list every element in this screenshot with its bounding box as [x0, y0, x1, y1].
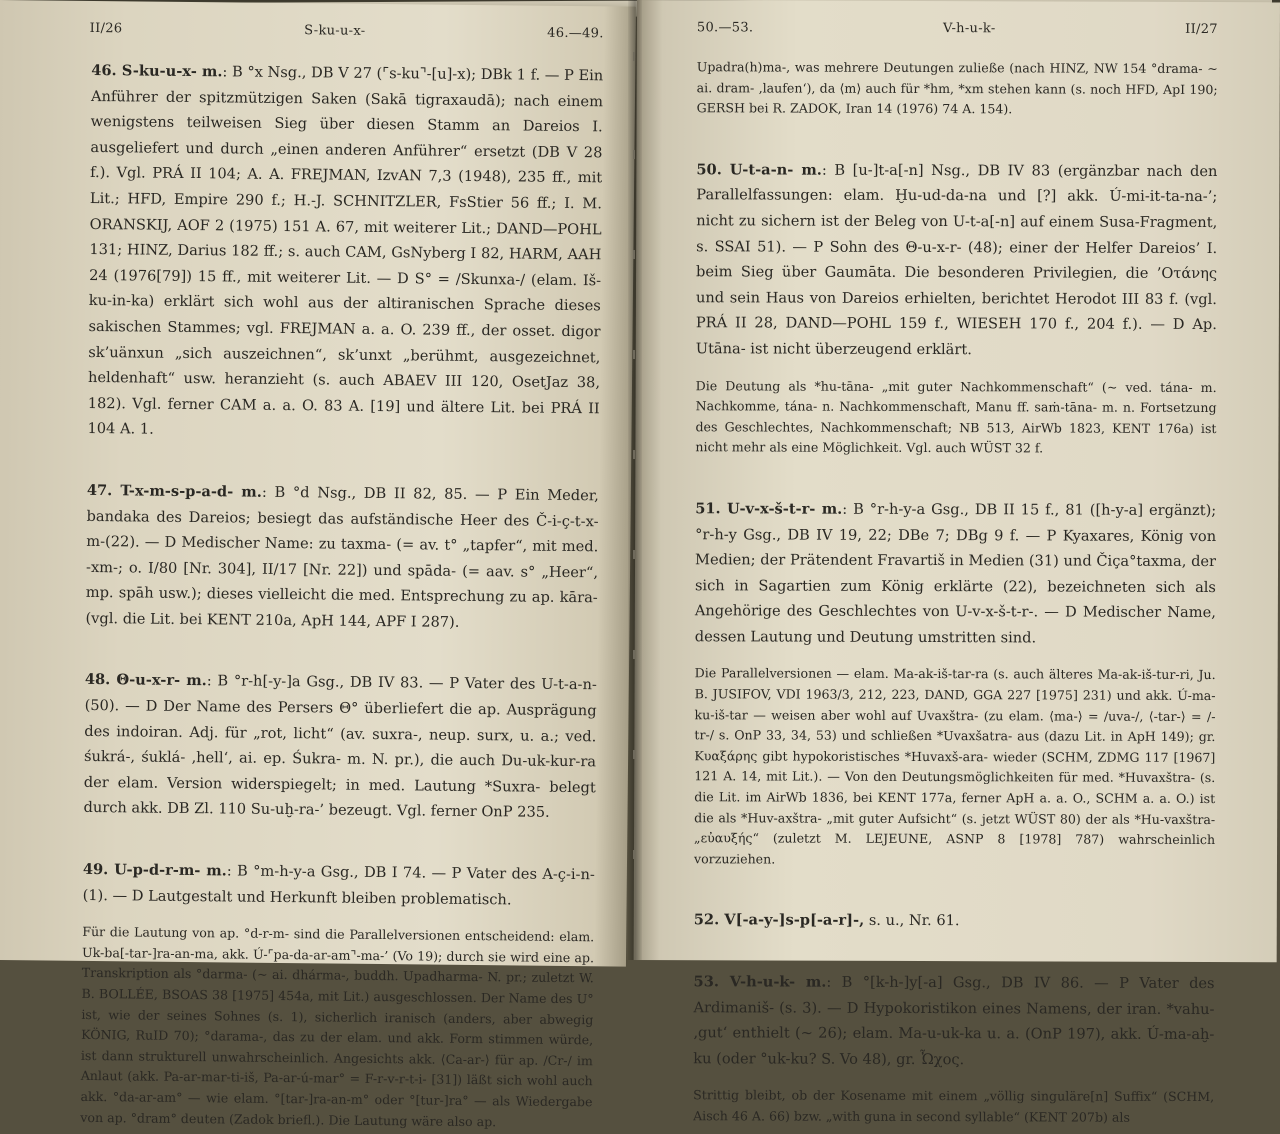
entry-text: : B °m-h-y-a Gsg., DB I 74. — P Vater des A-ç-i-n-(1). — D Lautgestalt und Herkunft bleiben problematisch.: [82, 862, 595, 909]
binding-stitch: [633, 150, 635, 159]
running-head-right: [697, 20, 1218, 37]
entry-49: [82, 857, 595, 914]
binding-stitch: [633, 850, 635, 859]
entry-text: : B °d Nsg., DB II 82, 85. — P Ein Meder, bandaka des Dareios; besiegt das aufständische Heer des Č-i-ç-t-x-m-(22). — D Medischer Name: zu taxma- (= av. t° „tapfer“, mit med. -xm-; o. I/80 [Nr. 304], II/17 [Nr. 22]) und spāda- (= aav. s° „Heer“, mp. spāh usw.); dieses vielleicht die med. Entsprechung zu ap. kāra- (vgl. die Lit. bei KENT 210a, ApH 144, APF I 287).: [85, 483, 599, 631]
entry-49-note: Für die Lautung von ap. °d-r-m- sind die Parallelversionen entscheidend: elam. Uk-ba[-tar-]ra-an-ma, akk. Ú-⌜pa-da-ar-am⌝-ma-’ (Vo 19); durch sie wird eine ap. Transkription als °darma- (~ ai. dhárma-, buddh. Upadharma- N. pr.; zuletzt W. B. BOLLÉE, BSOAS 38 [1975] 454a, mit Lit.) ausgeschlossen. Der Name des U° ist, wie der seines Sohnes (s. 1), sicherlich iranisch (anders, aber abwegig KÖNIG, RuID 70); °darama-, das zu der elam. und akk. Form stimmen würde, ist dann strukturell unwahrscheinlich. Angesichts akk. ⟨Ca-ar-⟩ für ap. /Cr-/ im Anlaut (akk. Pa-ar-mar-ti-iš, Pa-ar-ú-mar° = F-r-v-r-t-i- [31]) läßt sich wohl auch akk. °da-ar-am° — wie elam. °[tar-]ra-an-m° oder °[tur-]ra° — als Wiedergabe von ap. °dram° deuten (Zadok briefl.). Die Lautung wäre also ap.: [80, 924, 595, 1129]
binding-stitch: [633, 52, 635, 61]
entry-head: 49. U-p-d-r-m- m.: [82, 860, 227, 880]
running-title: V-h-u-k-: [942, 21, 996, 37]
entry-51-note: Die Parallelversionen — elam. Ma-ak-iš-tar-ra (s. auch älteres Ma-ak-iš-tur-ri, Ju. B. JUSIFOV, VDI 1963/3, 212, 223, DAND, GGA 227 [1975] 231) und akk. Ú-ma-ku-iš-tar — weisen aber wohl auf Uvaxštra- (zu elam. ⟨ma-⟩ = /uva-/, ⟨-tar-⟩ = /-tr-/ s. OnP 33, 34, 53) und schließen *Uvaxšatra- aus (dazu Lit. in ApH 149); gr. Κυαξάρης gibt hypokoristisches *Huvaxš-ara- wieder (SCHM, ZDMG 117 [1967] 121 A. 14, mit Lit.). — Von den Deutungsmöglichkeiten für med. *Huvaxštra- (s. die Lit. im AirWb 1836, bei KENT 177a, ferner ApH a. a. O., SCHM a. a. O.) ist die als *Huv-axštra- „mit guter Aufsicht“ (s. jetzt WÜST 80) der als *Hu-vaxštra- „εὐαυξής“ (zuletzt M. LEJEUNE, ASNP 8 [1978] 787) wahrscheinlich vorzuziehen.: [693, 665, 1216, 867]
entry-head: 47. T-x-m-s-p-a-d- m.: [86, 481, 262, 501]
entry-head: 53. V-h-u-k- m.: [693, 973, 827, 991]
running-title: S-ku-u-x-: [304, 23, 366, 39]
left-page: [0, 0, 636, 1129]
entry-text: : B °r-h[-y-]a Gsg., DB IV 83. — P Vater des U-t-a-n-(50). — D Der Name des Persers Θ° überliefert die ap. Ausprägung des indoiran. Adj. für „rot, licht“ (av. suxra-, neup. surx, u. a.; ved. śukrá-, śuklá- ‚hell‘, ai. ep. Śukra- m. N. pr.), die auch Du-uk-kur-ra der elam. Version widerspiegelt; in med. Lautung *Suxra- belegt durch akk. DB Zl. 110 Su-uḫ-ra-’ bezeugt. Vgl. ferner OnP 235.: [83, 672, 597, 822]
entry-head: 50. U-t-a-n- m.: [696, 160, 822, 179]
binding-stitch: [633, 550, 635, 559]
entry-range: 46.—49.: [547, 25, 604, 42]
binding-stitch: [633, 750, 635, 759]
entry-text: : B °r-h-y-a Gsg., DB II 15 f., 81 ([h-y-a] ergänzt); °r-h-y Gsg., DB IV 19, 22; DBe 7; DBg 9 f. — P Kyaxares, König von Medien; der Prätendent Fravartiš in Medien (31) und Čiça°taxma, der sich in Sagartien zum König erklärte (22), bezeichneten sich als Angehörige des Geschlechtes von U-v-x-š-t-r-. — D Medischer Name, dessen Lautung und Deutung umstritten sind.: [694, 500, 1217, 647]
entry-51: [695, 496, 1217, 651]
right-page: [634, 0, 1280, 1125]
entry-text: : B °x Nsg., DB V 27 (⌜s-ku⌝-[u]-x); DBk 1 f. — P Ein Anführer der spitzmützigen Saken (Sakā tigraxaudā); nach einem wenigstens teilweisen Sieg über diesen Stamm an Dareios I. ausgeliefert und durch „einen anderen Anführer“ ersetzt (DB V 28 f.). Vgl. PRÁ II 104; A. A. FREJMAN, IzvAN 7,3 (1948), 235 ff., mit Lit.; HFD, Empire 290 f.; H.-J. SCHNITZLER, FsStier 56 ff.; I. M. ORANSKIJ, AOF 2 (1975) 151 A. 67, mit weiterer Lit.; DAND—POHL 131; HINZ, Darius 182 ff.; s. auch CAM, GsNyberg I 82, HARM, AAH 24 (1976[79]) 15 ff., mit weiterer Lit. — D S° = /Skunxa-/ (elam. Iš-ku-in-ka) erklärt sich wohl aus der altiranischen Sprache dieses sakischen Stammes; vgl. FREJMAN a. a. O. 239 ff., der osset. digor sk’uänxun „sich auszeichnen“, sk’unxt „berühmt, ausgezeichnet, heldenhaft“ usw. heranzieht (s. auch ABAEV III 120, OsetJaz 38, 182). Vgl. ferner CAM a. a. O. 83 A. [19] und ältere Lit. bei PRÁ II 104 A. 1.: [87, 63, 604, 438]
continued-note: Upadra(h)ma-, was mehrere Deutungen zuließe (nach HINZ, NW 154 °drama- ~ ai. dram- ‚laufen‘), da ⟨m⟩ auch für *hm, *xm stehen kann (s. noch HFD, ApI 190; GERSH bei R. ZADOK, Iran 14 (1976) 74 A. 154).: [696, 59, 1218, 117]
page-number: II/26: [89, 20, 123, 37]
entry-range: 50.—53.: [696, 20, 754, 36]
entry-50-note: Die Deutung als *hu-tāna- „mit guter Nachkommenschaft“ (~ ved. tána- m. Nachkomme, tána- n. Nachkommenschaft, Manu ff. saṁ-tāna- m. n. Fortsetzung des Geschlechtes, Nachkommenschaft; NB 513, AirWb 1823, KENT 176a) ist nicht mehr als eine Möglichkeit. Vgl. auch WÜST 32 f.: [695, 377, 1217, 456]
entry-53: [693, 969, 1214, 1073]
entry-head: 48. Θ-u-x-r- m.: [84, 671, 207, 690]
book-gutter: [628, 0, 642, 960]
entry-head: 52. V[-a-y-]s-p[-a-r]-,: [693, 911, 865, 930]
binding-stitch: [633, 250, 635, 259]
binding-stitch: [633, 350, 635, 359]
page-number: II/27: [1185, 21, 1218, 38]
entry-text: : B °[k-h-]y[-a] Gsg., DB IV 86. — P Vater des Ardimaniš- (s. 3). — D Hypokoristikon eines Namens, der iran. *vahu- ‚gut‘ enthielt (~ 26); elam. Ma-u-uk-ka u. a. (OnP 197), akk. Ú-ma-aḫ-ku (oder °uk-ku? S. Vo 48), gr. Ὦχος.: [693, 973, 1215, 1068]
entry-47: [85, 478, 599, 637]
entry-head: 46. S-ku-u-x- m.: [91, 61, 223, 81]
entry-head: 51. U-v-x-š-t-r- m.: [695, 500, 843, 518]
running-head-left: [90, 21, 604, 41]
entry-50: [696, 157, 1218, 364]
entry-46: [87, 58, 603, 447]
entry-48: [83, 667, 597, 826]
entry-text: : B [u-]t-a[-n] Nsg., DB IV 83 (ergänzbar nach den Parallelfassungen: elam. Ḫu-ud-da-na und [?] akk. Ú-mi-it-ta-na-’; nicht zu sichern ist der Beleg von U-t-a[-n] auf einem Susa-Fragment, s. SSAI 51). — P Sohn des Θ-u-x-r- (48); einer der Helfer Dareios’ I. beim Sieg über Gaumāta. Die besonderen Privilegien, die ’Οτάνης und sein Haus von Dareios erhielten, berichtet Herodot III 83 f. (vgl. PRÁ II 28, DAND—POHL 159 f., WIESEH 170 f., 204 f.). — D Ap. Utāna- ist nicht überzeugend erklärt.: [695, 161, 1218, 359]
entry-52: [694, 908, 1215, 935]
entry-text: s. u., Nr. 61.: [864, 912, 960, 930]
binding-stitch: [633, 450, 635, 459]
binding-stitch: [633, 650, 635, 659]
entry-53-note: Strittig bleibt, ob der Kosename mit einem „völlig singuläre[n] Suffix“ (SCHM, Aisch 46 A. 66) bzw. „with guna in second syllable“ (KENT 207b) als: [693, 1087, 1215, 1125]
